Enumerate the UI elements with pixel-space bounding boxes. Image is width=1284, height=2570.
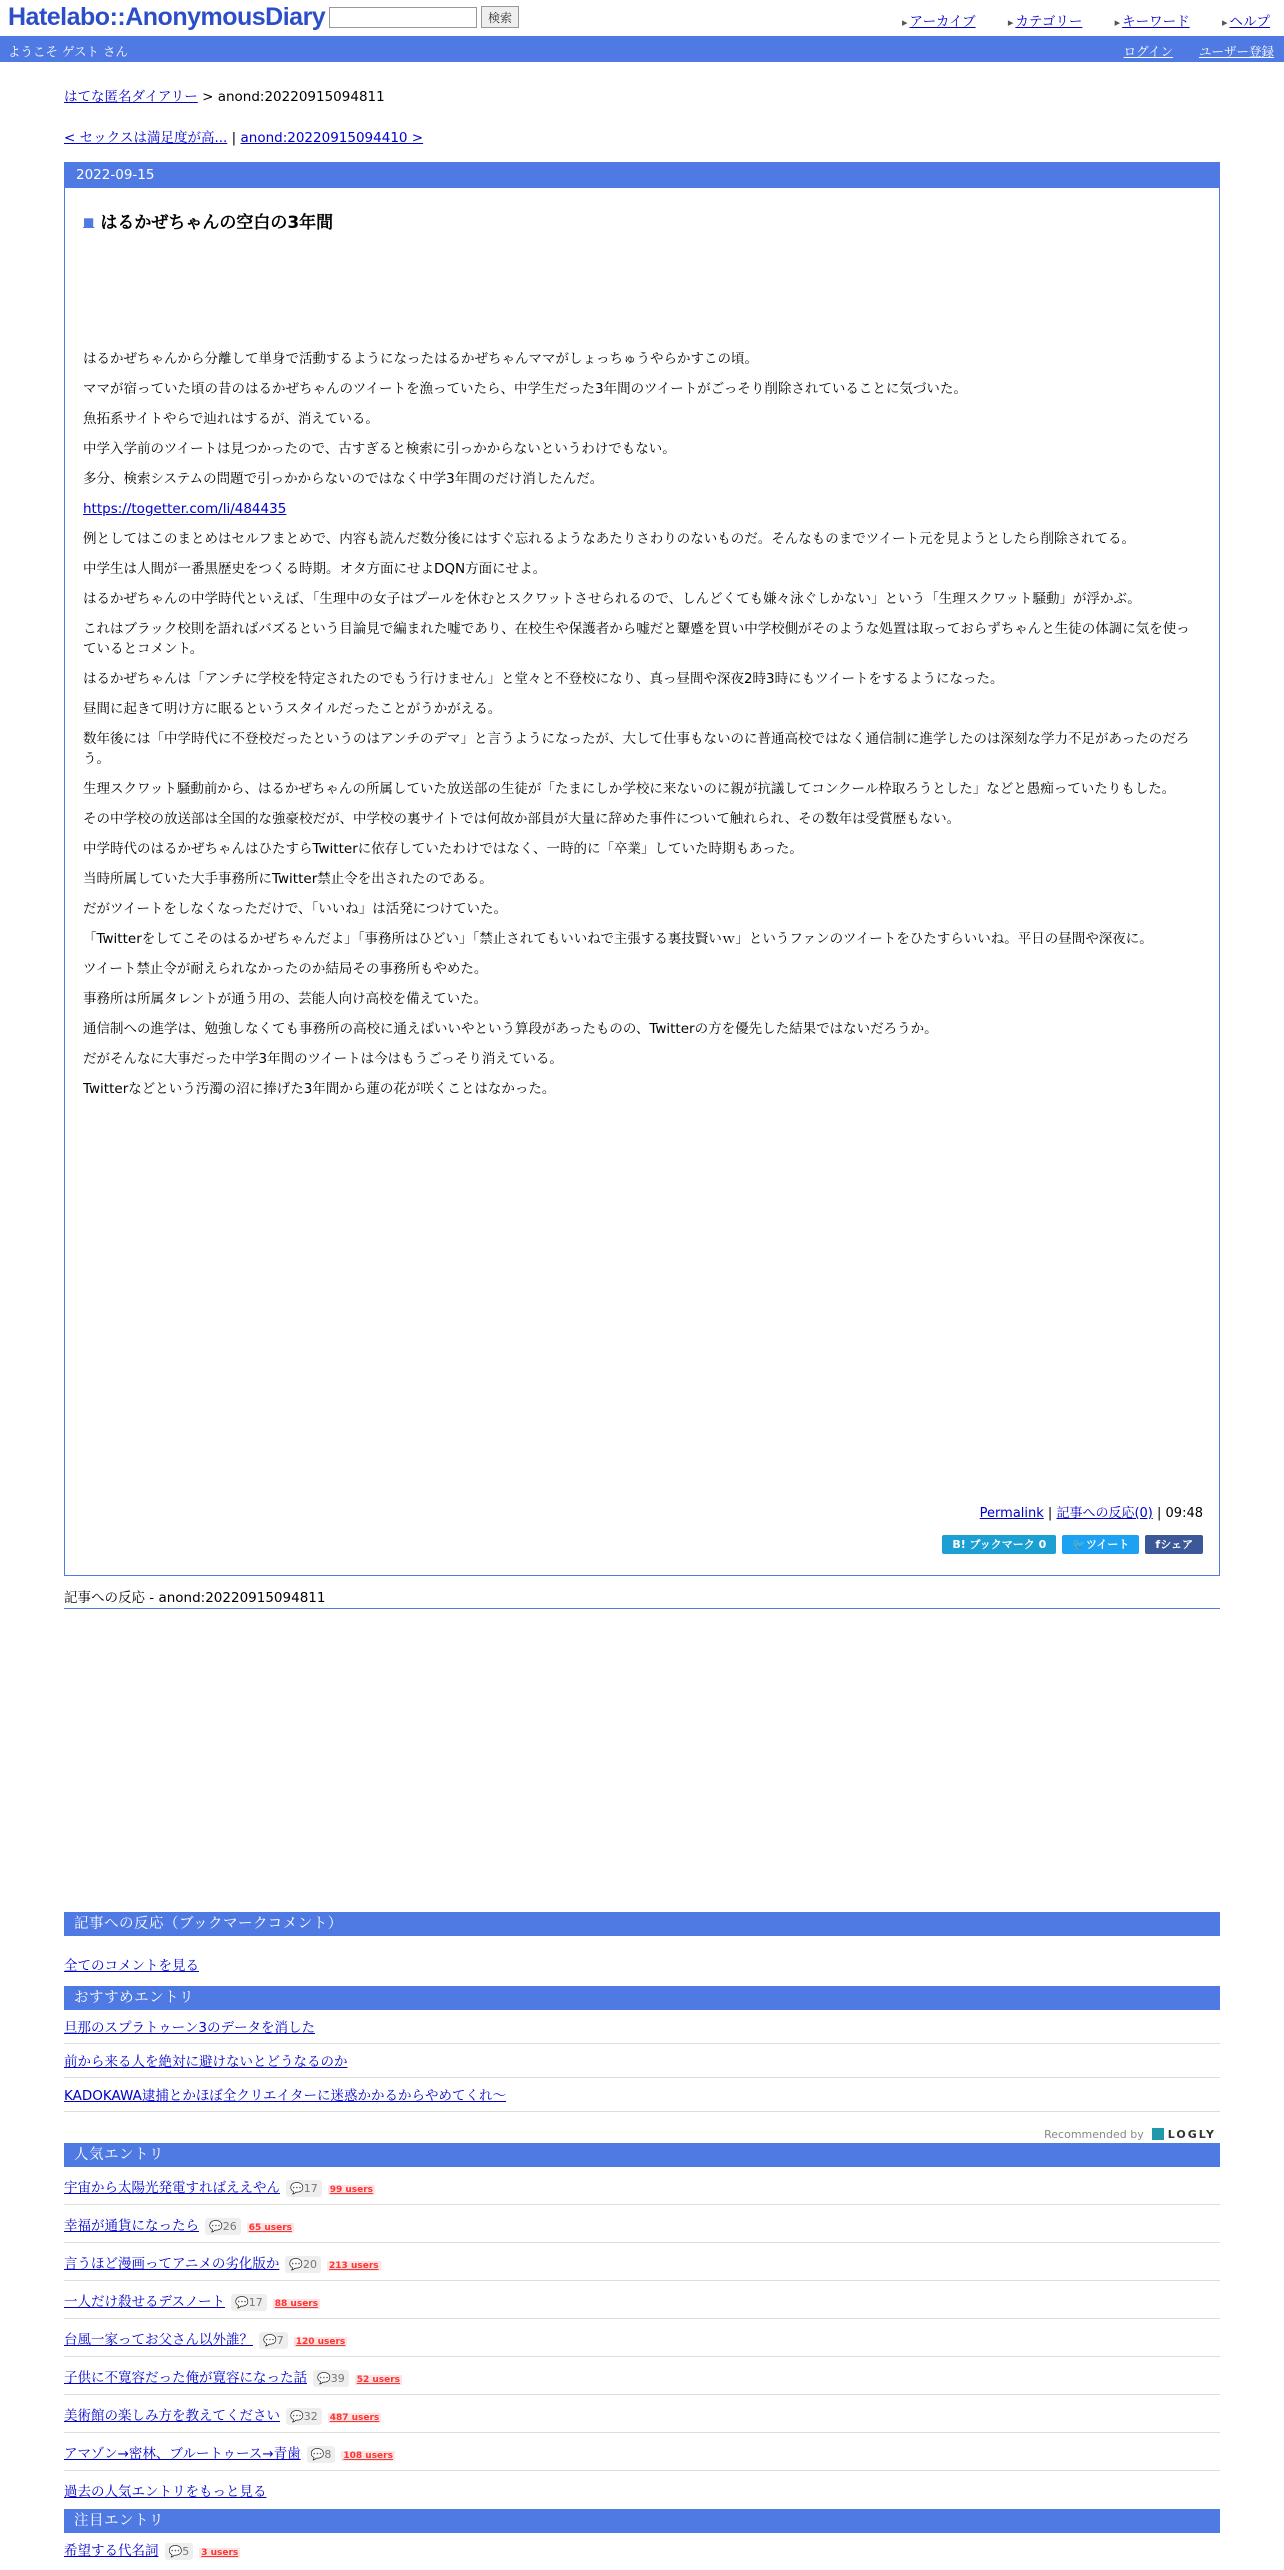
popular-link[interactable]: アマゾン→密林、ブルートゥース→青歯 [64,2446,301,2462]
list-item [64,2010,1220,2044]
arrow-icon: ▸ [1114,16,1121,29]
entry-footer: Permalink | 記事への反応(0) | 09:48 [979,1506,1203,1521]
share-buttons [936,1535,1203,1554]
recommended-link[interactable]: 前から来る人を絶対に避けないとどうなるのか [64,2054,348,2070]
paragraph: 生理スクワット騒動前から、はるかぜちゃんの所属していた放送部の生徒が「たまにしか学校に来ないのに親が抗議してコンクール枠取ろうとした」などと愚痴っていたりもした。 [83,781,1176,797]
paragraph: ママが宿っていた頃の昔のはるかぜちゃんのツイートを漁っていたら、中学生だった3年間のツイートがごっそり削除されていることに気づいた。 [83,381,967,397]
popular-header: 人気エントリ [64,2143,1220,2167]
comment-count[interactable]: 💬8 [307,2446,336,2463]
table-row [64,2533,1220,2570]
register-link[interactable]: ユーザー登録 [1198,44,1274,59]
bookmark-section-header: 記事への反応（ブックマークコメント） [64,1912,1220,1936]
hatena-bookmark-button[interactable]: B! ブックマーク 0 [942,1535,1056,1554]
table-row [64,2357,1220,2395]
paragraph: 「Twitterをしてこそのはるかぜちゃんだよ」「事務所はひどい」「禁止されてもいいねで主張する裏技賢いｗ」というファンのツイートをひたすらいいね。平日の昼間や深夜に。 [83,931,1153,947]
list-item [64,2078,1220,2112]
popular-link[interactable]: 一人だけ殺せるデスノート [64,2294,226,2310]
top-nav [874,10,1270,30]
logly-logo-icon [1152,2128,1164,2140]
paragraph: はるかぜちゃんは「アンチに学校を特定されたのでもう行けません」と堂々と不登校になり、真っ昼間や深夜2時3時にもツイートをするようになった。 [83,671,1004,687]
table-row [64,2281,1220,2319]
comment-count[interactable]: 💬32 [286,2408,322,2425]
nav-category[interactable]: カテゴリー [1015,14,1083,30]
popular-link[interactable]: 美術館の楽しみ方を教えてください [64,2408,280,2424]
togetter-link[interactable]: https://togetter.com/li/484435 [83,501,287,517]
tweet-button[interactable]: 🐦ツイート [1062,1535,1139,1554]
paragraph: 通信制への進学は、勉強しなくても事務所の高校に通えばいいやという算段があったものの、Twitterの方を優先した結果ではないだろうか。 [83,1021,938,1037]
top-bar [0,0,1284,36]
table-row [64,2167,1220,2205]
table-row [64,2243,1220,2281]
paragraph: ツイート禁止令が耐えられなかったのか結局その事務所もやめた。 [83,961,488,977]
permalink[interactable]: Permalink [979,1506,1044,1521]
comment-bubble-icon: 💬 [289,2258,304,2271]
popular-link[interactable]: 幸福が通貨になったら [64,2218,199,2234]
search-button[interactable]: 検索 [481,6,519,28]
users-badge[interactable]: 52 users [356,2375,401,2385]
paragraph: 中学時代のはるかぜちゃんはひたすらTwitterに依存していたわけではなく、一時的に「卒業」していた時期もあった。 [83,841,803,857]
table-row [64,2395,1220,2433]
twitter-bird-icon: 🐦 [1072,1538,1086,1551]
users-badge[interactable]: 99 users [329,2185,374,2195]
entry-date: 2022-09-15 [65,163,1219,188]
paragraph: その中学校の放送部は全国的な強豪校だが、中学校の裏サイトでは何故か部員が大量に辞めた事件について触れられ、その数年は受賞歴もない。 [83,811,961,827]
popular-link[interactable]: 台風一家ってお父さん以外誰？ [64,2332,253,2348]
arrow-icon: ▸ [1007,16,1014,29]
all-comments-link[interactable]: 全てのコメントを見る [64,1958,199,1974]
facebook-icon: f [1155,1538,1161,1551]
recommended-header: おすすめエントリ [64,1986,1220,2010]
users-badge[interactable]: 120 users [295,2337,346,2347]
breadcrumb-sep: > [197,89,218,105]
paragraph: Twitterなどという汚濁の沼に捧げた3年間から蓮の花が咲くことはなかった。 [83,1081,556,1097]
prev-next-nav [64,126,423,146]
arrow-icon: ▸ [1221,16,1228,29]
paragraph: 魚拓系サイトやらで辿れはするが、消えている。 [83,411,379,427]
recommended-link[interactable]: 旦那のスプラトゥーン3のデータを消した [64,2020,315,2036]
facebook-share-button[interactable]: fシェア [1145,1535,1203,1554]
paragraph: 中学生は人間が一番黒歴史をつくる時期。オタ方面にせよDQN方面にせよ。 [83,561,547,577]
users-badge[interactable]: 108 users [343,2451,393,2461]
users-badge[interactable]: 65 users [248,2223,293,2233]
paragraph: 数年後には「中学時代に不登校だったというのはアンチのデマ」と言うようになったが、大して仕事もないのに普通高校ではなく通信制に進学したのは深刻な学力不足があったのだろう。 [83,731,1190,767]
more-popular-link[interactable]: 過去の人気エントリをもっと見る [64,2484,267,2500]
entry-box [64,162,1220,1576]
nav-help[interactable]: ヘルプ [1229,14,1270,30]
paragraph: だがそんなに大事だった中学3年間のツイートは今はもうごっそり消えている。 [83,1051,563,1067]
prev-next-sep: | [227,130,241,146]
paragraph: 多分、検索システムの問題で引っかからないのではなく中学3年間のだけ消したんだ。 [83,471,604,487]
breadcrumb-home[interactable]: はてな匿名ダイアリー [64,89,198,105]
welcome-greeting: ようこそ ゲスト さん [8,44,128,59]
reactions-link[interactable]: 記事への反応(0) [1056,1506,1153,1521]
recommended-link[interactable]: KADOKAWA逮捕とかほぼ全クリエイターに迷惑かかるからやめてくれ〜 [64,2088,507,2104]
paragraph: 中学入学前のツイートは見つかったので、古すぎると検索に引っかからないというわけでもない。 [83,441,676,457]
prev-entry-link[interactable]: < セックスは満足度が高... [64,130,228,146]
comment-count[interactable]: 💬5 [165,2543,194,2560]
comment-count[interactable]: 💬26 [205,2218,241,2235]
search-input[interactable] [329,7,477,28]
users-badge[interactable]: 487 users [329,2413,380,2423]
hot-link[interactable]: 希望する代名詞 [64,2543,159,2559]
comment-bubble-icon: 💬 [290,2182,304,2195]
entry-square-icon[interactable]: ■ [83,215,95,229]
entry-title [83,208,333,233]
paragraph: はるかぜちゃんから分離して単身で活動するようになったはるかぜちゃんママがしょっちゅうやらかすこの頃。 [83,351,758,367]
comment-count[interactable]: 💬7 [259,2332,288,2349]
comment-bubble-icon: 💬 [317,2372,331,2385]
paragraph: はるかぜちゃんの中学時代といえば、「生理中の女子はプールを休むとスクワットさせられるので、しんどくても嫌々泳ぐしかない」という「生理スクワット騒動」が浮かぶ。 [83,591,1141,607]
hot-header: 注目エントリ [64,2509,1220,2533]
paragraph: 当時所属していた大手事務所にTwitter禁止令を出されたのである。 [83,871,493,887]
users-badge[interactable]: 213 users [329,2261,379,2271]
comment-bubble-icon: 💬 [263,2334,277,2347]
popular-link[interactable]: 言うほど漫画ってアニメの劣化版か [64,2256,280,2272]
breadcrumb [64,85,385,105]
paragraph: 例としてはこのまとめはセルフまとめで、内容も読んだ数分後にはすぐ忘れるようなあたりさわりのないものだ。そんなものまでツイート元を見ようとしたら削除されてる。 [83,531,1136,547]
reaction-title: 記事への反応 - anond:20220915094811 [64,1586,1220,1609]
comment-count[interactable]: 💬17 [286,2180,322,2197]
recommended-credit: Recommended by LOGLY [1044,2128,1216,2141]
welcome-bar [0,36,1284,62]
comment-bubble-icon: 💬 [310,2448,325,2461]
popular-link[interactable]: 宇宙から太陽光発電すればええやん [64,2180,280,2196]
paragraph: 昼間に起きて明け方に眠るというスタイルだったことがうかがえる。 [83,701,502,717]
comment-count[interactable]: 💬20 [285,2256,321,2273]
logly-brand[interactable]: LOGLY [1167,2128,1216,2141]
comment-bubble-icon: 💬 [168,2545,183,2558]
comment-bubble-icon: 💬 [209,2220,223,2233]
popular-link[interactable]: 子供に不寛容だった俺が寛容になった話 [64,2370,307,2386]
list-item [64,2044,1220,2078]
arrow-icon: ▸ [902,16,908,29]
table-row [64,2205,1220,2243]
nav-keyword[interactable]: キーワード [1122,14,1190,30]
comment-bubble-icon: 💬 [290,2410,304,2423]
site-logo[interactable]: Hatelabo::AnonymousDiary [8,3,326,31]
next-entry-link[interactable]: anond:20220915094410 > [240,130,424,146]
paragraph: だがツイートをしなくなっただけで、「いいね」は活発につけていた。 [83,901,508,917]
entry-time: 09:48 [1165,1506,1203,1521]
comment-bubble-icon: 💬 [235,2296,249,2309]
breadcrumb-current: anond:20220915094811 [217,89,385,105]
comment-count[interactable]: 💬39 [313,2370,349,2387]
nav-archive[interactable]: アーカイブ [909,14,976,30]
entry-body [83,349,1203,1109]
paragraph: これはブラック校則を語ればバズるという目論見で編まれた嘘であり、在校生や保護者から嘘だと顰蹙を買い中学校側がそのような処置は取っておらずちゃんと生徒の体調に気を使っているとコメント。 [83,621,1190,657]
users-badge[interactable]: 3 users [201,2548,239,2558]
users-badge[interactable]: 88 users [274,2299,319,2309]
table-row [64,2319,1220,2357]
paragraph: 事務所は所属タレントが通う用の、芸能人向け高校を備えていた。 [83,991,488,1007]
table-row [64,2433,1220,2471]
comment-count[interactable]: 💬17 [231,2294,267,2311]
entry-title-text: はるかぜちゃんの空白の3年間 [100,213,334,233]
login-link[interactable]: ログイン [1123,44,1173,59]
